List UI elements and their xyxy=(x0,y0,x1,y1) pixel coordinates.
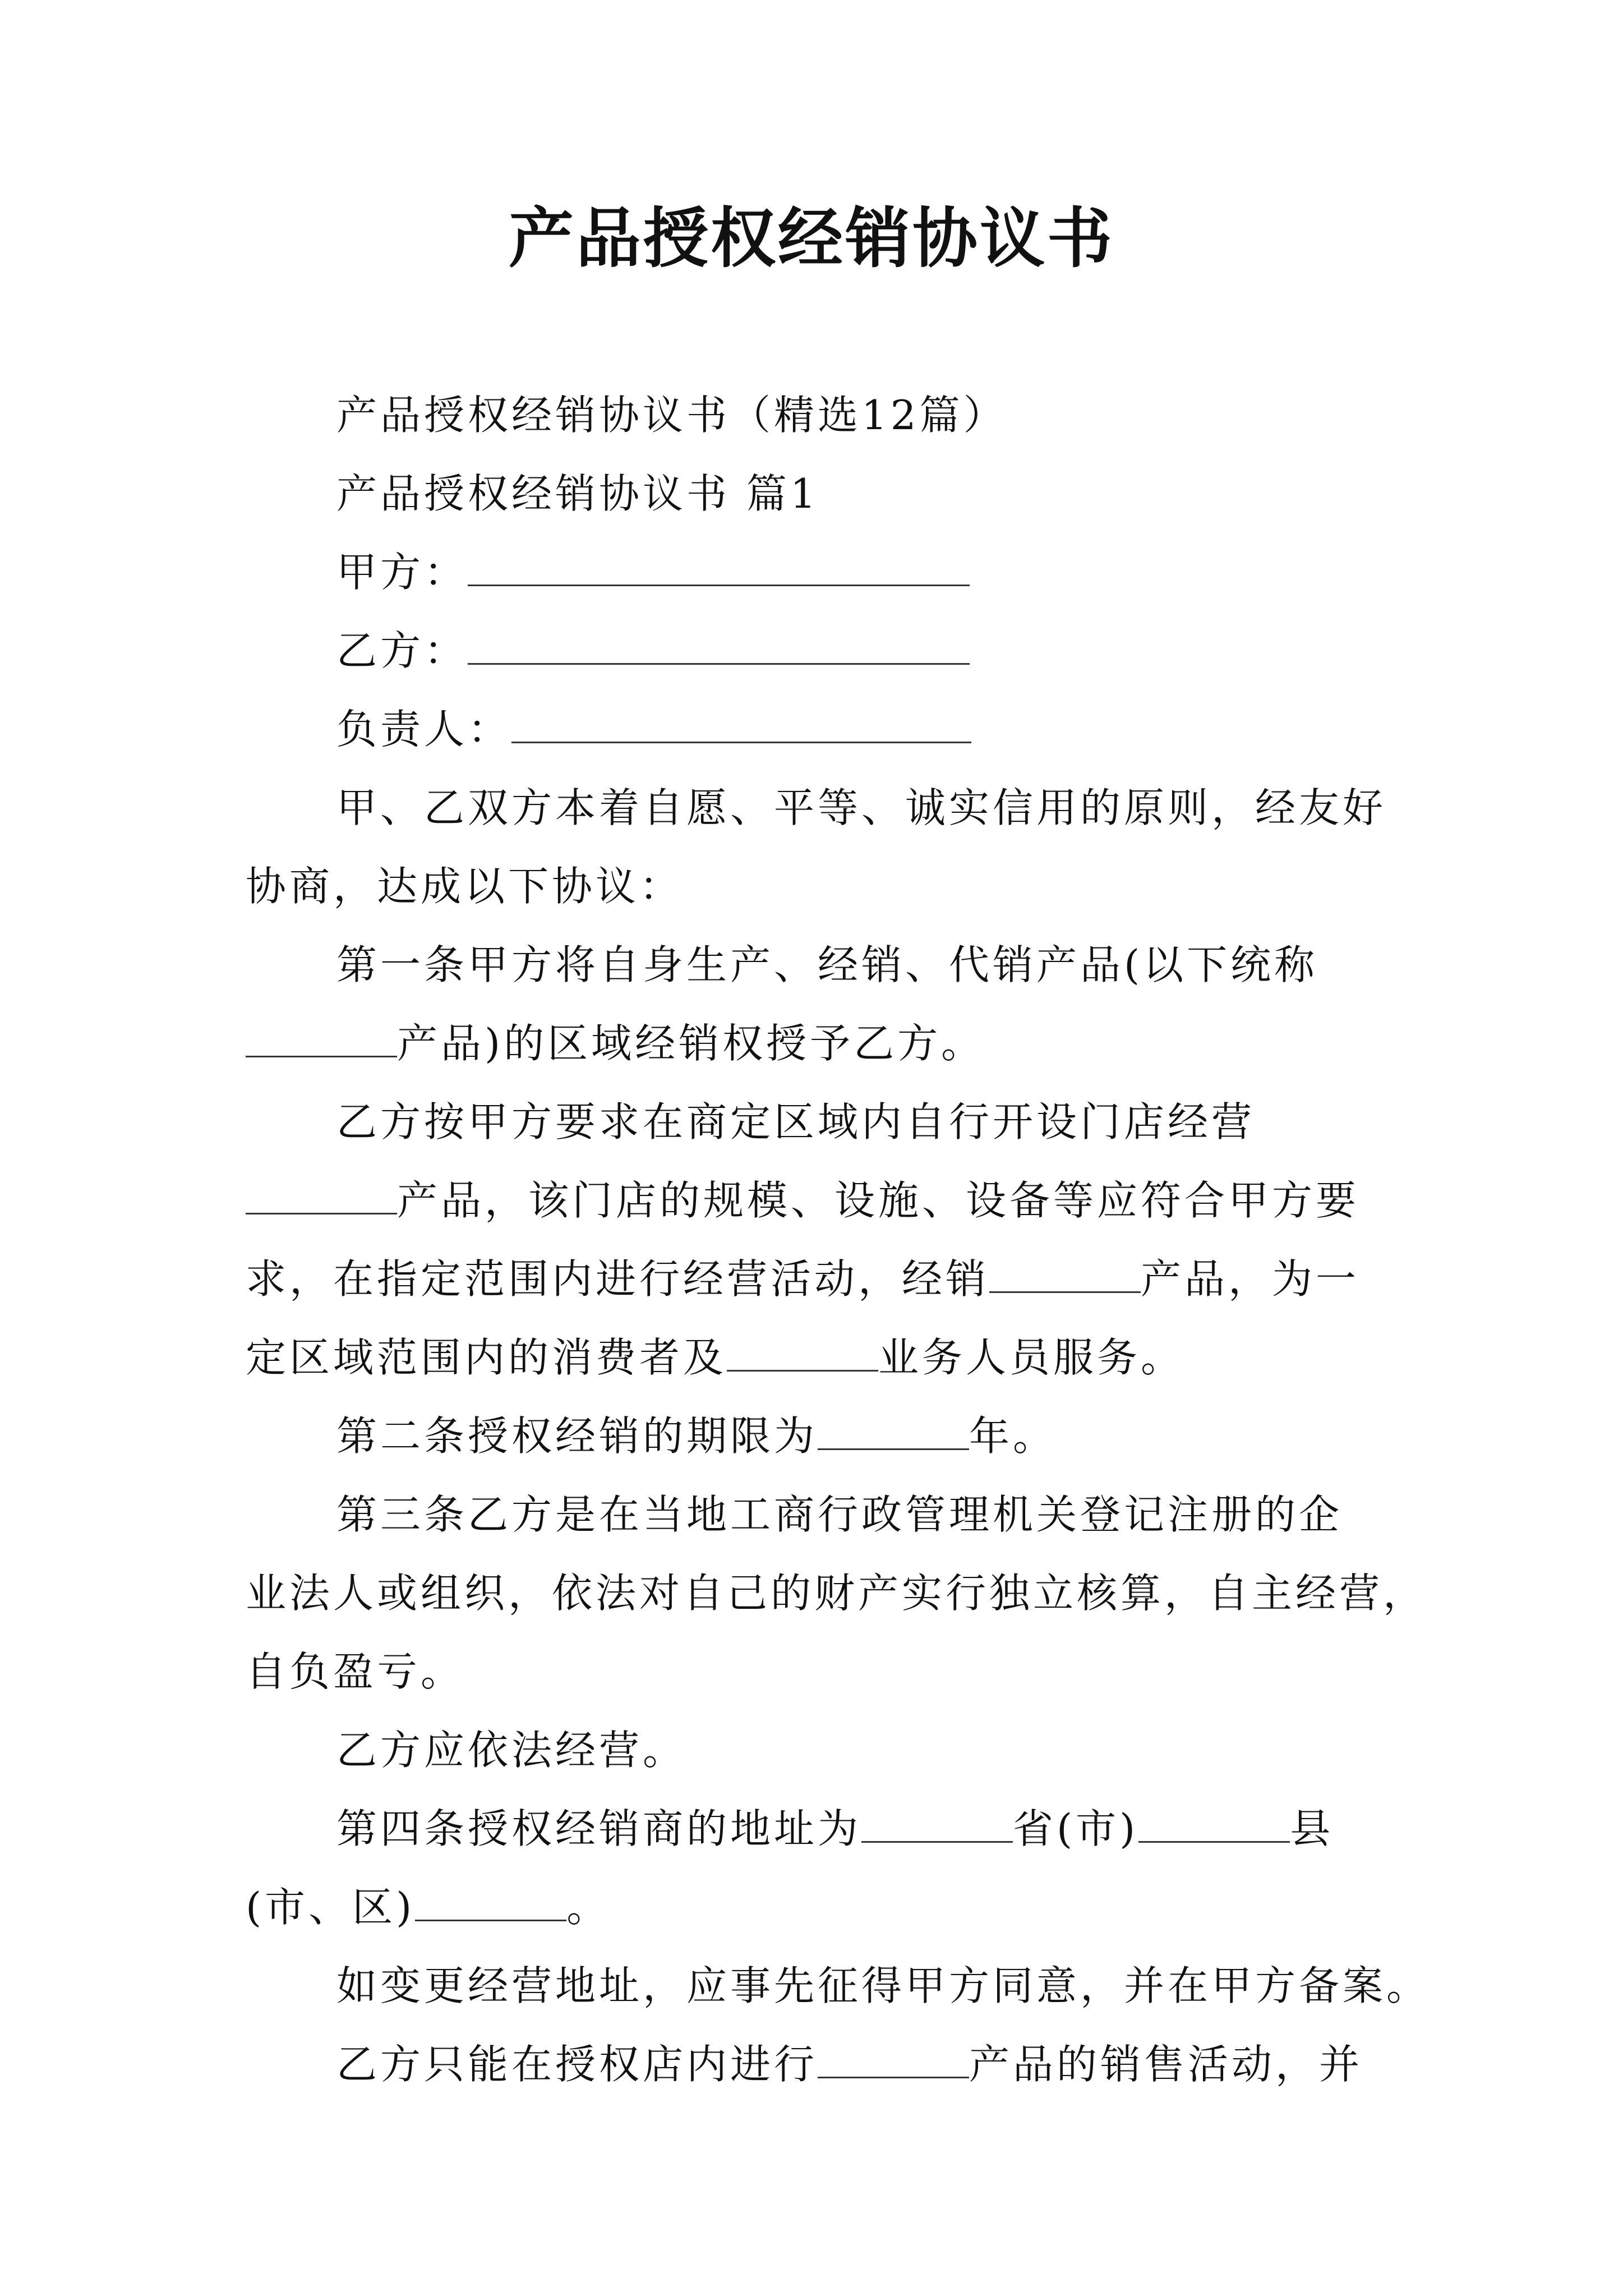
term-year-unit: 年。 xyxy=(969,1412,1057,1460)
paragraph-3-line-4 xyxy=(246,1329,1378,1386)
responsible-label: 负责人： xyxy=(336,706,512,753)
article-heading: 产品授权经销协议书 篇1 xyxy=(336,470,819,517)
paragraph-3-text-4a: 定区域范围内的消费者及 xyxy=(246,1334,727,1381)
paragraph-2-line-2 xyxy=(246,1015,1378,1071)
sales-text-a: 乙方只能在授权店内进行 xyxy=(336,2041,818,2088)
province-blank xyxy=(861,1802,1013,1843)
county-blank xyxy=(1138,1802,1290,1843)
address-text-d: (市、区) xyxy=(246,1884,416,1931)
paragraph-3-line-2 xyxy=(246,1172,1378,1228)
product-blank-1 xyxy=(246,1016,397,1057)
paragraph-4-line-1 xyxy=(336,1408,1380,1464)
address-text-c: 县 xyxy=(1290,1805,1334,1852)
product-blank-2 xyxy=(246,1174,397,1214)
paragraph-3-text-2: 产品，该门店的规模、设施、设备等应符合甲方要 xyxy=(397,1177,1360,1224)
paragraph-3-text-3b: 产品，为一 xyxy=(1141,1255,1360,1303)
paragraph-1-line-2: 协商，达成以下协议： xyxy=(246,863,684,910)
paragraph-5-line-2: 业法人或组织，依法对自己的财产实行独立核算，自主经营， xyxy=(246,1570,1427,1617)
paragraph-1-line-1: 甲、乙双方本着自愿、平等、诚实信用的原则，经友好 xyxy=(336,784,1387,831)
paragraph-3-line-1: 乙方按甲方要求在商定区域内自行开设门店经营 xyxy=(336,1098,1256,1145)
product-blank-4 xyxy=(818,2037,969,2078)
service-blank xyxy=(727,1331,878,1372)
term-years-blank xyxy=(818,1409,969,1450)
paragraph-5-line-3: 自负盈亏。 xyxy=(246,1648,465,1695)
paragraph-8-line-1: 如变更经营地址，应事先征得甲方同意，并在甲方备案。 xyxy=(336,1962,1431,2009)
paragraph-7-line-2 xyxy=(246,1879,1378,1935)
paragraph-9-line-1 xyxy=(336,2036,1380,2092)
paragraph-6-line-1: 乙方应依法经营。 xyxy=(336,1727,687,1774)
party-b-label: 乙方： xyxy=(336,627,468,674)
address-text-b: 省(市) xyxy=(1013,1805,1139,1852)
document-title: 产品授权经销协议书 xyxy=(509,200,1114,277)
paragraph-2-text: 产品)的区域经销权授予乙方。 xyxy=(397,1020,985,1067)
sales-text-b: 产品的销售活动，并 xyxy=(969,2041,1363,2088)
district-blank xyxy=(415,1880,566,1921)
term-text: 第二条授权经销的期限为 xyxy=(336,1412,818,1460)
responsible-blank xyxy=(511,702,971,743)
paragraph-3-text-4b: 业务人员服务。 xyxy=(878,1334,1185,1381)
subtitle: 产品授权经销协议书（精选12篇） xyxy=(336,392,1007,439)
paragraph-2-line-1: 第一条甲方将自身生产、经销、代销产品(以下统称 xyxy=(336,941,1318,988)
party-a-blank xyxy=(468,545,970,586)
paragraph-7-line-1 xyxy=(336,1801,1380,1857)
party-b-blank xyxy=(468,624,970,665)
address-text-a: 第四条授权经销商的地址为 xyxy=(336,1805,862,1852)
party-b-line xyxy=(336,623,1380,679)
product-blank-3 xyxy=(989,1252,1141,1293)
paragraph-5-line-1: 第三条乙方是在当地工商行政管理机关登记注册的企 xyxy=(336,1491,1343,1538)
paragraph-3-line-3 xyxy=(246,1251,1378,1307)
address-text-e: 。 xyxy=(566,1884,611,1931)
paragraph-3-text-3a: 求，在指定范围内进行经营活动，经销 xyxy=(246,1255,990,1303)
responsible-line xyxy=(336,701,1380,757)
party-a-line xyxy=(336,544,1380,600)
party-a-label: 甲方： xyxy=(336,549,468,596)
